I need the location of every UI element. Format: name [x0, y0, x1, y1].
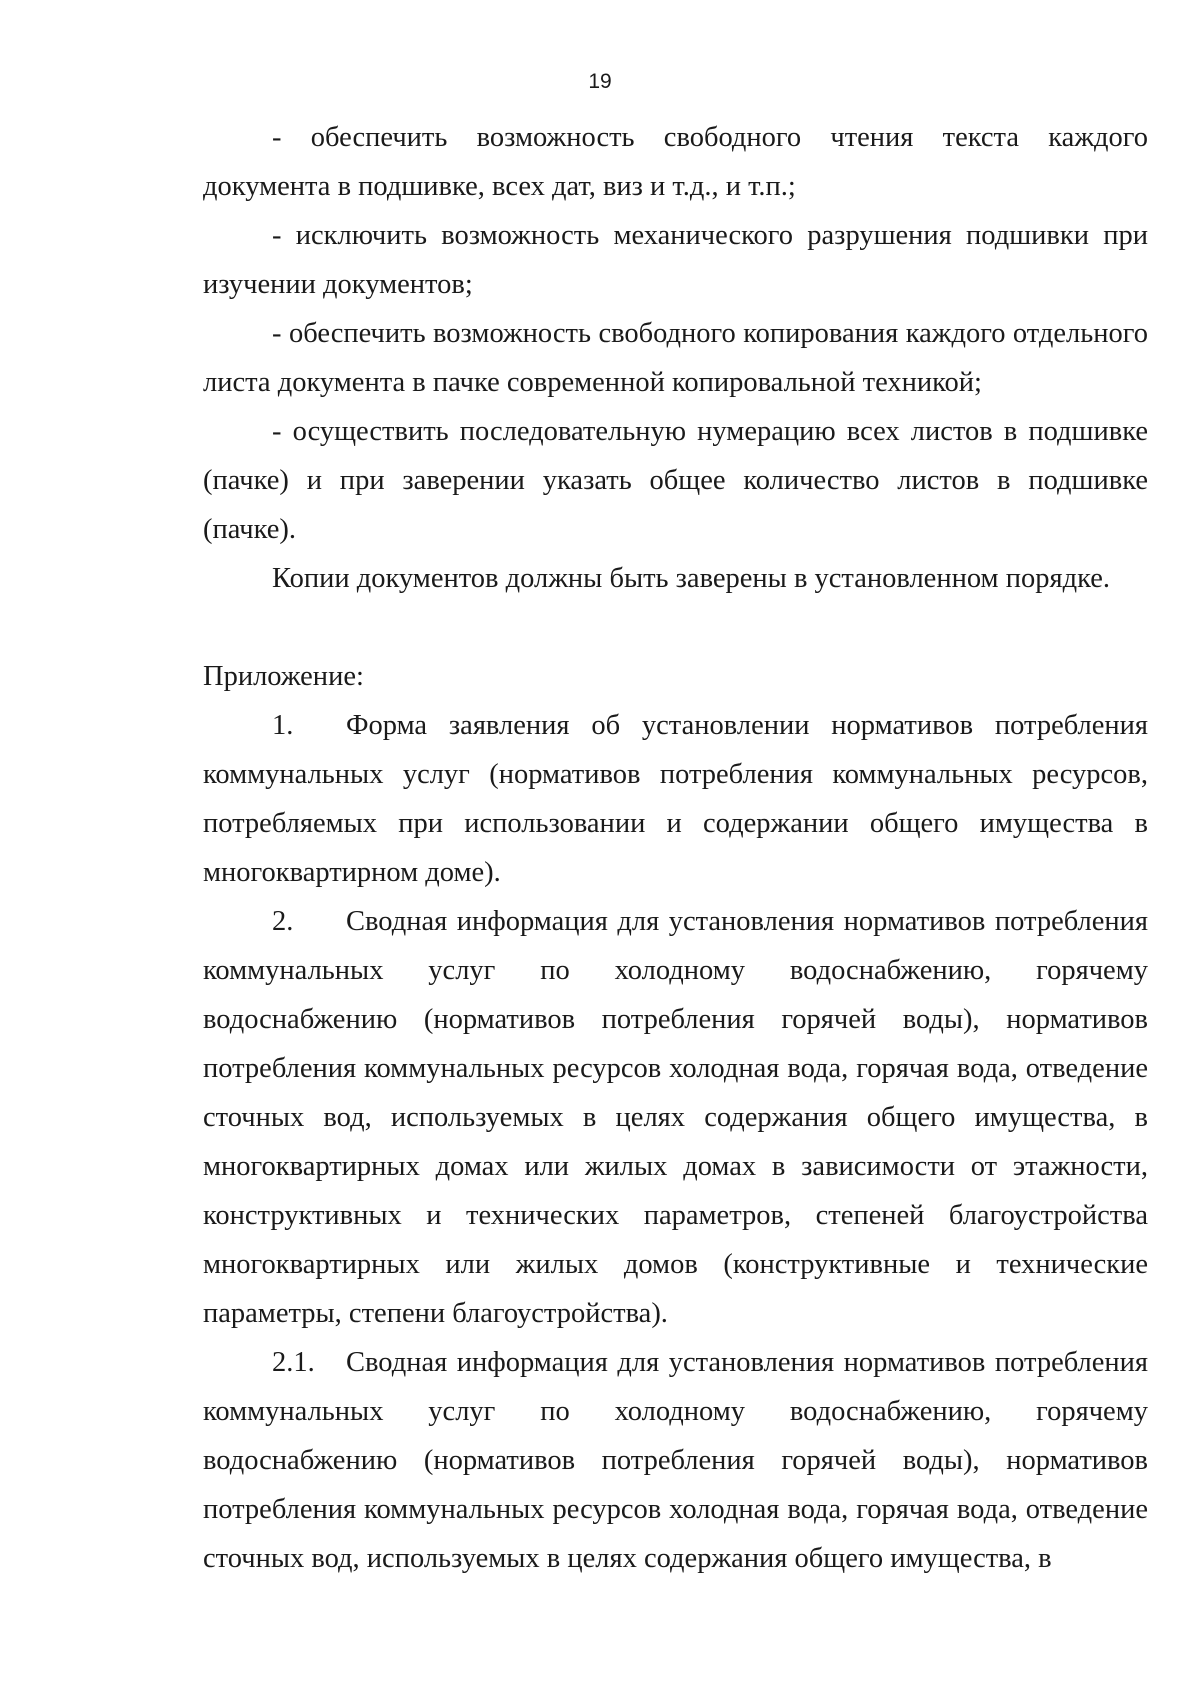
bullet-item: - обеспечить возможность свободного чтения текста каждого документа в подшивке, всех дат, виз и т.д., и т.п.;	[203, 122, 1148, 202]
appendix-item-text: Сводная информация для установления нормативов потребления коммунальных услуг по холодному водоснабжению, горячему водоснабжению (нормативов потребления горячей воды), нормативов потребления коммунальных ресурсов холодная вода, горячая вода, отведение сточных вод, используемых в целях содержания общего имущества, в	[203, 1347, 1148, 1574]
document-body	[203, 113, 1148, 1583]
bullet-item: - обеспечить возможность свободного копирования каждого отдельного листа документа в пачке современной копировальной техникой;	[203, 318, 1148, 398]
bullet-item: - исключить возможность механического разрушения подшивки при изучении документов;	[203, 220, 1148, 300]
spacer	[203, 603, 1148, 652]
appendix-item	[203, 897, 1148, 1338]
appendix-item-number: 1.	[272, 710, 294, 741]
copies-note: Копии документов должны быть заверены в установленном порядке.	[272, 563, 1110, 594]
appendix-item-text: Сводная информация для установления нормативов потребления коммунальных услуг по холодному водоснабжению, горячему водоснабжению (нормативов потребления горячей воды), нормативов потребления коммунальных ресурсов холодная вода, горячая вода, отведение сточных вод, используемых в целях содержания общего имущества, в многоквартирных домах или жилых домах в зависимости от этажности, конструктивных и технических параметров, степеней благоустройства многоквартирных или жилых домов (конструктивные и технические параметры, степени благоустройства).	[203, 906, 1148, 1329]
appendix-heading: Приложение:	[203, 661, 364, 692]
appendix-item	[203, 1338, 1148, 1583]
appendix-item-number: 2.1.	[272, 1347, 315, 1378]
appendix-item-number: 2.	[272, 906, 294, 937]
bullet-item: - осуществить последовательную нумерацию всех листов в подшивке (пачке) и при заверении указать общее количество листов в подшивке (пачке).	[203, 416, 1148, 545]
page-number: 19	[588, 70, 612, 93]
appendix-item-text: Форма заявления об установлении нормативов потребления коммунальных услуг (нормативов потребления коммунальных ресурсов, потребляемых при использовании и содержании общего имущества в многоквартирном доме).	[203, 710, 1148, 888]
appendix-item	[203, 701, 1148, 897]
